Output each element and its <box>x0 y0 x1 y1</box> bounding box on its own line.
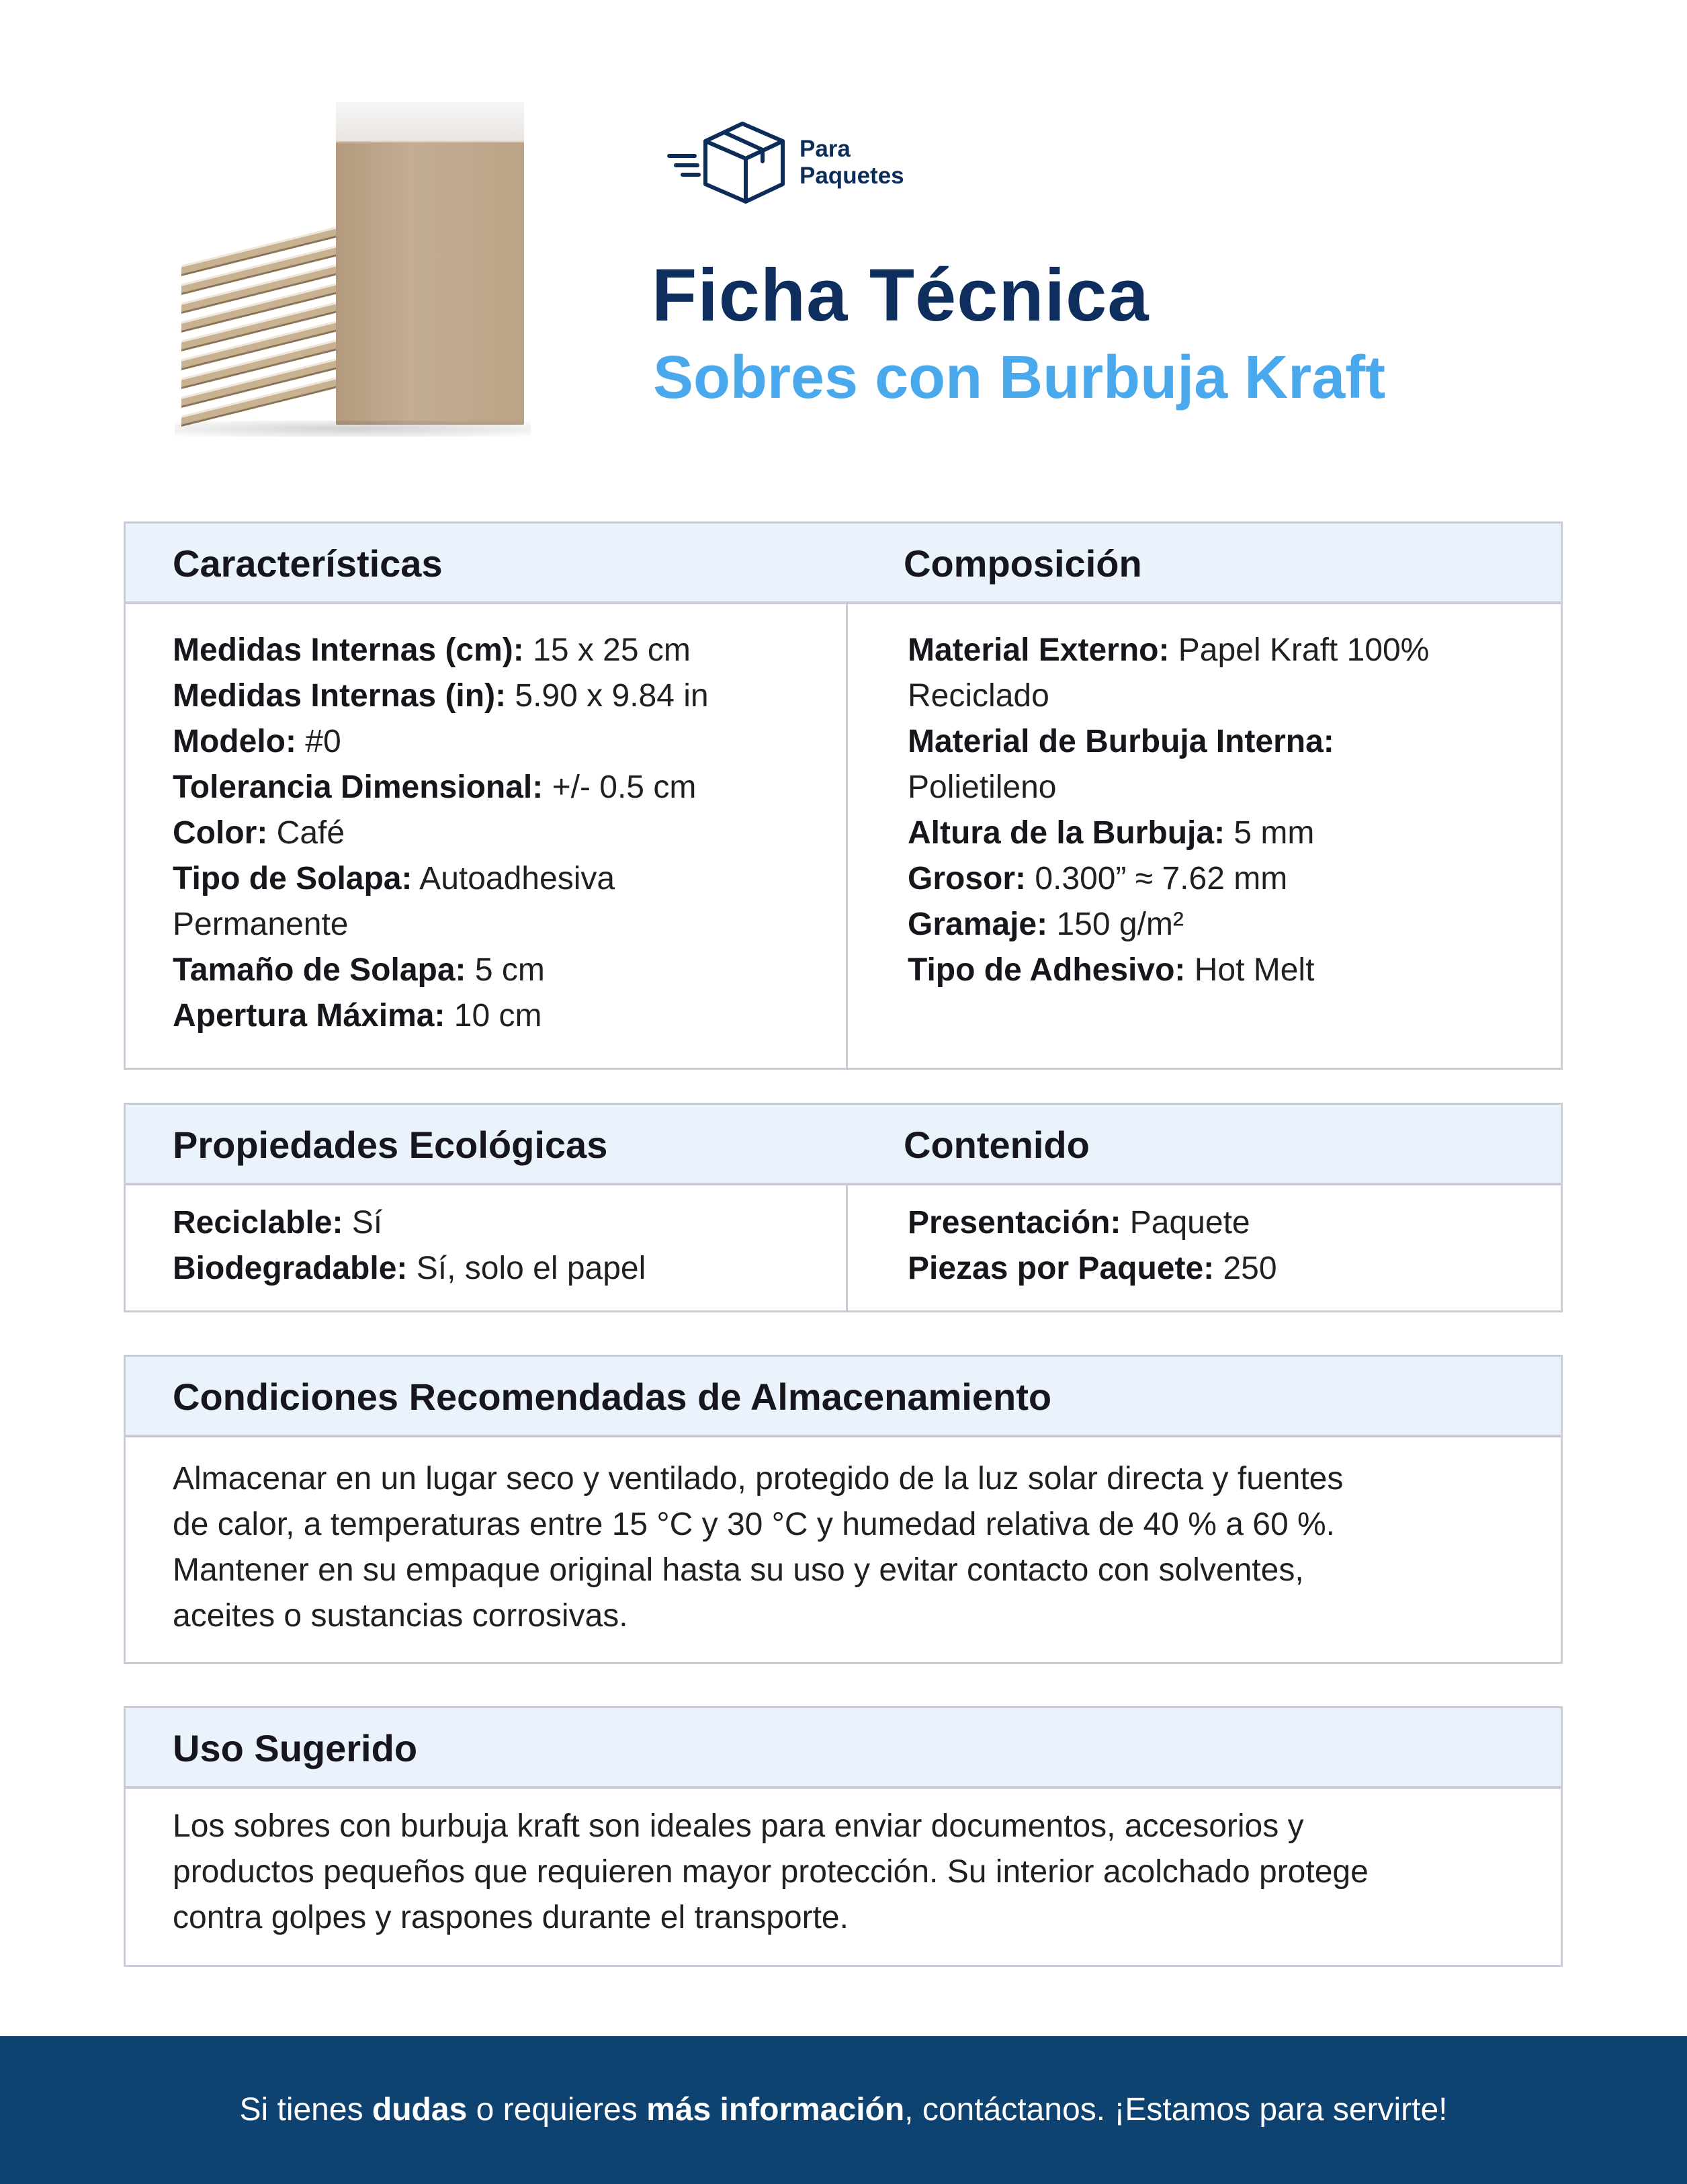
spec-label: Apertura Máxima: <box>173 998 445 1034</box>
spec-value: Polietileno <box>908 769 1057 805</box>
box-icon <box>665 114 799 208</box>
spec-line <box>173 902 709 948</box>
spec-line <box>908 1246 1277 1292</box>
paragraph-line: productos pequeños que requieren mayor protección. Su interior acolchado protege <box>173 1854 1369 1890</box>
specs-header <box>126 523 1561 604</box>
spec-value: Autoadhesiva <box>412 861 615 896</box>
spec-label: Presentación: <box>908 1205 1121 1241</box>
eco-box <box>124 1103 1563 1312</box>
paragraph-line: Mantener en su empaque original hasta su uso y evitar contacto con solventes, <box>173 1552 1304 1588</box>
storage-box <box>124 1355 1563 1664</box>
footer-part-3: , contáctanos. ¡Estamos para servirte! <box>904 2092 1448 2128</box>
storage-header <box>126 1357 1561 1437</box>
spec-label: Material de Burbuja Interna: <box>908 724 1334 759</box>
spec-value: Sí, solo el papel <box>407 1251 646 1286</box>
spec-line <box>173 765 709 810</box>
paragraph-line: Los sobres con burbuja kraft son ideales para enviar documentos, accesorios y <box>173 1808 1304 1844</box>
spec-line <box>908 810 1429 856</box>
brand-logo <box>665 114 947 208</box>
spec-value: 5 mm <box>1225 815 1315 851</box>
spec-label: Medidas Internas (in): <box>173 678 507 714</box>
spec-value: 5 cm <box>466 952 545 988</box>
spec-line <box>173 673 709 719</box>
almacenamiento-text <box>173 1456 1547 1639</box>
envelope-stack <box>181 218 356 420</box>
brand-line-2: Paquetes <box>799 163 904 189</box>
spec-value: +/- 0.5 cm <box>543 769 697 805</box>
spec-value: 250 <box>1214 1251 1277 1286</box>
spec-line <box>173 1246 646 1292</box>
footer-text <box>0 2036 1687 2184</box>
spec-label: Tipo de Solapa: <box>173 861 413 896</box>
spec-line <box>908 719 1429 765</box>
spec-label: Biodegradable: <box>173 1251 408 1286</box>
spec-label: Altura de la Burbuja: <box>908 815 1225 851</box>
brand-name <box>799 136 904 190</box>
spec-line <box>908 902 1429 948</box>
spec-value: 5.90 x 9.84 in <box>506 678 709 714</box>
paragraph-line: de calor, a temperaturas entre 15 °C y 30 °C y humedad relativa de 40 % a 60 %. <box>173 1507 1336 1542</box>
envelope-front <box>336 102 524 425</box>
page-subtitle: Sobres con Burbuja Kraft <box>653 344 1386 411</box>
footer-part-1: Si tienes <box>239 2092 372 2128</box>
product-image <box>168 94 544 444</box>
spec-line <box>173 948 709 993</box>
footer-banner <box>0 2036 1687 2184</box>
paragraph-line: contra golpes y raspones durante el transporte. <box>173 1900 849 1935</box>
spec-value: 10 cm <box>445 998 542 1034</box>
spec-label: Tamaño de Solapa: <box>173 952 466 988</box>
contenido-list <box>908 1200 1277 1292</box>
caracteristicas-heading: Características <box>173 542 443 585</box>
ecologicas-list <box>173 1200 646 1292</box>
eco-header <box>126 1105 1561 1185</box>
paragraph-line: Almacenar en un lugar seco y ventilado, protegido de la luz solar directa y fuentes <box>173 1461 1344 1497</box>
spec-label: Reciclable: <box>173 1205 343 1241</box>
spec-value: Hot Melt <box>1185 952 1315 988</box>
composicion-list <box>908 628 1429 993</box>
spec-label: Medidas Internas (cm): <box>173 632 524 668</box>
ecologicas-heading: Propiedades Ecológicas <box>173 1124 608 1166</box>
spec-line <box>173 993 709 1039</box>
spec-line <box>173 719 709 765</box>
spec-label: Gramaje: <box>908 907 1048 942</box>
usage-box <box>124 1706 1563 1967</box>
spec-label: Modelo: <box>173 724 296 759</box>
paragraph-line: aceites o sustancias corrosivas. <box>173 1598 628 1634</box>
spec-line <box>908 628 1429 673</box>
spec-label: Piezas por Paquete: <box>908 1251 1215 1286</box>
spec-value: Café <box>267 815 345 851</box>
uso-text <box>173 1804 1547 1941</box>
brand-line-1: Para <box>799 136 851 162</box>
uso-heading: Uso Sugerido <box>173 1727 418 1769</box>
spec-line <box>908 765 1429 810</box>
spec-value: Papel Kraft 100% <box>1169 632 1430 668</box>
spec-value: #0 <box>296 724 341 759</box>
spec-label: Tipo de Adhesivo: <box>908 952 1186 988</box>
spec-line <box>908 1200 1277 1246</box>
spec-line <box>173 810 709 856</box>
spec-value: Reciclado <box>908 678 1049 714</box>
spec-line <box>173 856 709 902</box>
footer-part-2: o requieres <box>467 2092 647 2128</box>
spec-value: 15 x 25 cm <box>523 632 691 668</box>
footer-bold-2: más información <box>646 2092 905 2128</box>
footer-bold-1: dudas <box>372 2092 468 2128</box>
spec-label: Color: <box>173 815 268 851</box>
caracteristicas-list <box>173 628 709 1039</box>
spec-line <box>908 856 1429 902</box>
spec-value: Permanente <box>173 907 349 942</box>
spec-line <box>173 628 709 673</box>
contenido-heading: Contenido <box>904 1124 1090 1166</box>
spec-label: Grosor: <box>908 861 1027 896</box>
spec-value: Sí <box>343 1205 383 1241</box>
spec-label: Tolerancia Dimensional: <box>173 769 544 805</box>
page-title: Ficha Técnica <box>652 254 1150 337</box>
spec-value: Paquete <box>1121 1205 1250 1241</box>
composicion-heading: Composición <box>904 542 1142 585</box>
specs-box <box>124 521 1563 1070</box>
envelope-flap <box>336 102 524 142</box>
spec-value: 0.300” ≈ 7.62 mm <box>1026 861 1288 896</box>
spec-line <box>173 1200 646 1246</box>
spec-value: 150 g/m² <box>1047 907 1184 942</box>
spec-line <box>908 948 1429 993</box>
spec-label: Material Externo: <box>908 632 1170 668</box>
almacenamiento-heading: Condiciones Recomendadas de Almacenamiento <box>173 1376 1052 1418</box>
spec-line <box>908 673 1429 719</box>
usage-header <box>126 1708 1561 1789</box>
